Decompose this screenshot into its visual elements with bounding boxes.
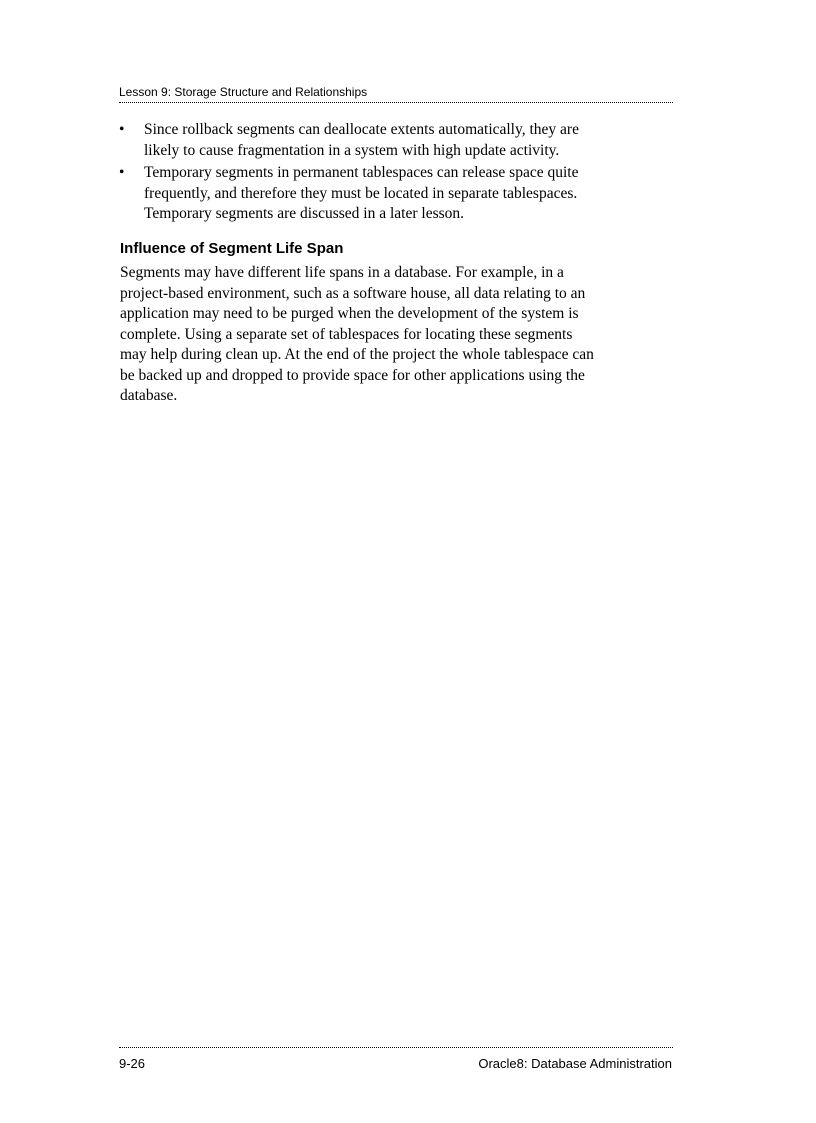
- paragraph-line: database.: [120, 387, 178, 404]
- page-number: 9-26: [119, 1056, 146, 1071]
- bullet-marker: •: [119, 164, 125, 181]
- bullet-line: Temporary segments are discussed in a later lesson.: [144, 205, 465, 222]
- list-item: [119, 120, 619, 161]
- paragraph-line: complete. Using a separate set of tablespaces for locating these segments: [120, 325, 573, 343]
- header-title: Lesson 9: Storage Structure and Relationships: [119, 85, 368, 99]
- paragraph-line: application may need to be purged when the development of the system is: [120, 305, 579, 322]
- paragraph-line: may help during clean up. At the end of the project the whole tablespace can: [120, 346, 594, 363]
- paragraph-line: Segments may have different life spans in a database. For example, in a: [120, 264, 564, 281]
- bullet-marker: •: [119, 121, 125, 138]
- bullet-line: Since rollback segments can deallocate extents automatically, they are: [144, 121, 579, 138]
- page-header: [119, 85, 673, 103]
- book-title: Oracle8: Database Administration: [478, 1056, 672, 1071]
- bullet-line: Temporary segments in permanent tablespaces can release space quite: [144, 164, 579, 181]
- bullet-list: [119, 120, 619, 227]
- list-item: [119, 163, 619, 225]
- bullet-line: frequently, and therefore they must be located in separate tablespaces.: [144, 184, 578, 202]
- footer-divider: [119, 1047, 673, 1048]
- bullet-line: likely to cause fragmentation in a system with high update activity.: [144, 141, 560, 159]
- paragraph-line: be backed up and dropped to provide space for other applications using the: [120, 366, 585, 384]
- body-paragraph: [120, 263, 620, 407]
- paragraph-line: project-based environment, such as a software house, all data relating to an: [120, 284, 586, 302]
- section-heading: Influence of Segment Life Span: [120, 240, 344, 257]
